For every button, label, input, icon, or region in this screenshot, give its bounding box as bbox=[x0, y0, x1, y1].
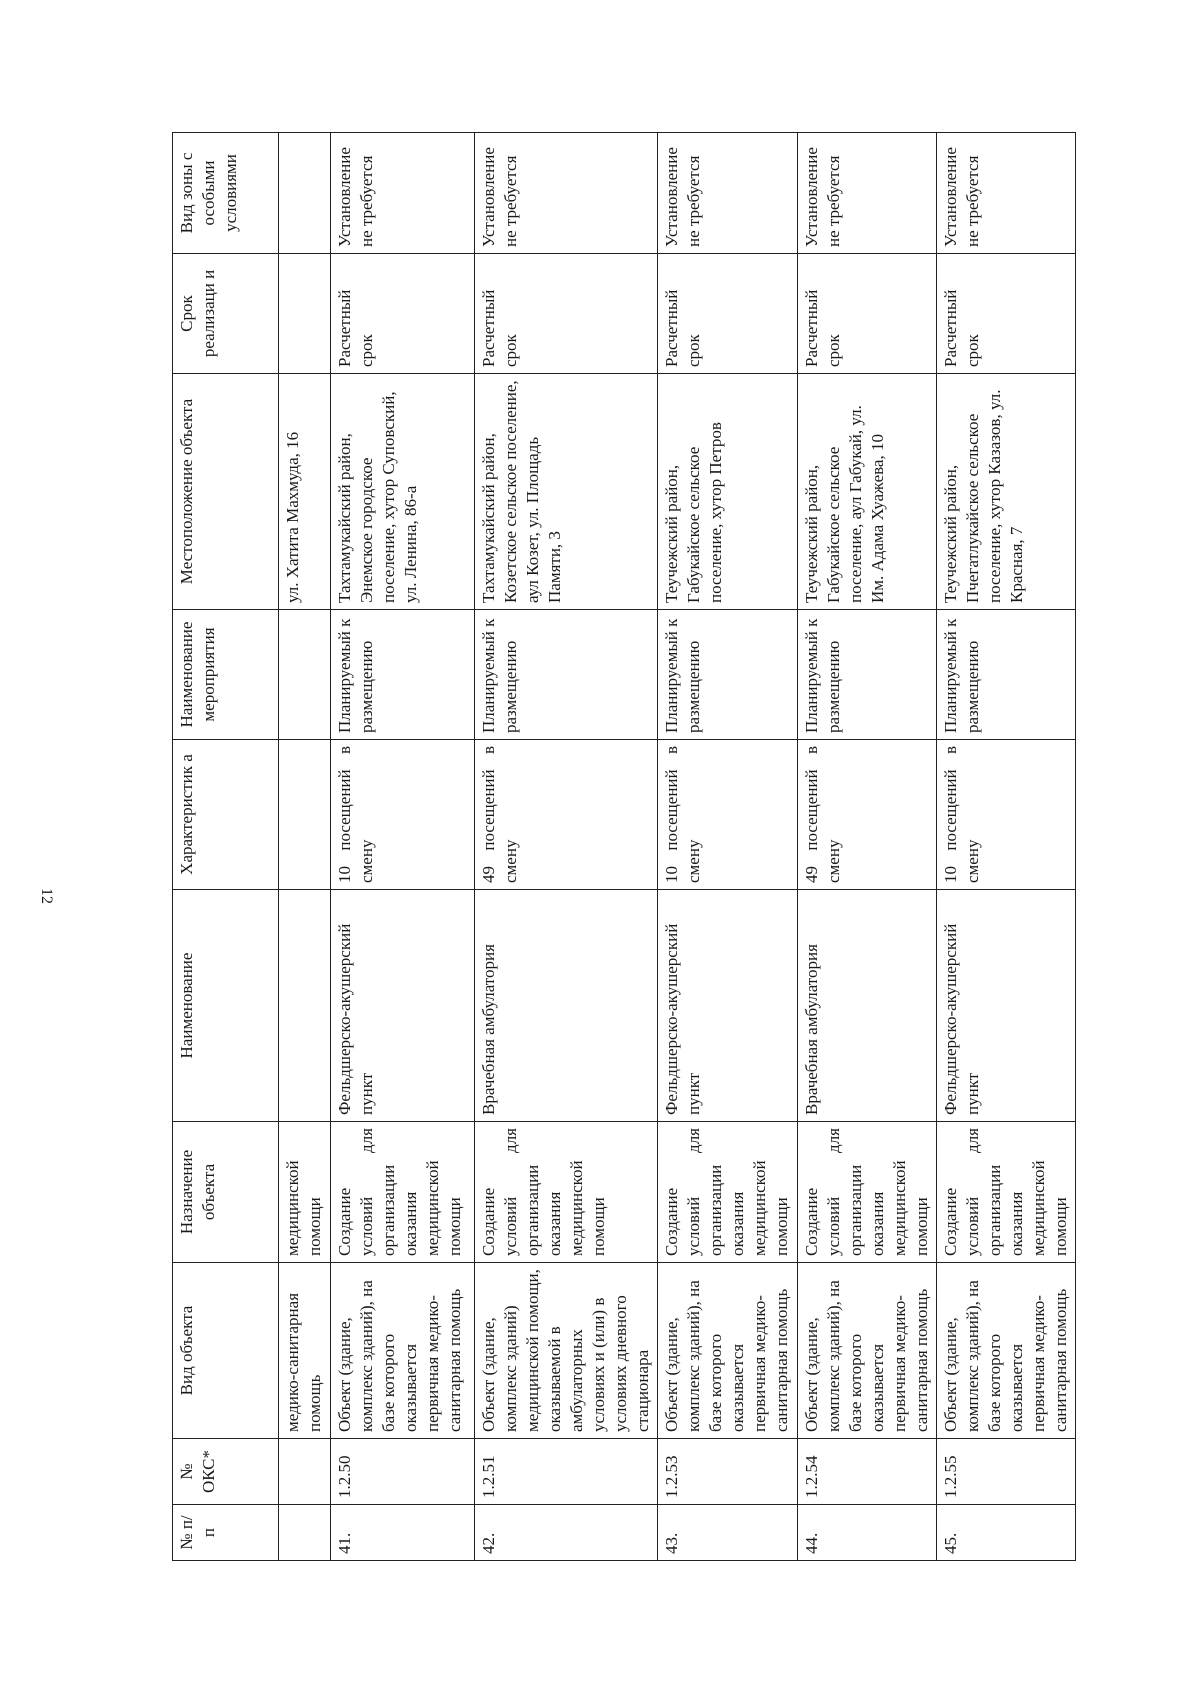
cell-oks: 1.2.51 bbox=[475, 1439, 658, 1505]
cell-num: 43. bbox=[658, 1505, 798, 1561]
cell-purpose: Создание условий для организации оказания медицинской помощи bbox=[937, 1122, 1076, 1263]
cell-characteristic: 10 посещений в смену bbox=[937, 740, 1076, 890]
cell-location: Тахтамукайский район, Козетское сельское поселение, аул Козет, ул. Площадь Памяти, 3 bbox=[475, 374, 658, 610]
header-characteristic: Характеристик а bbox=[173, 740, 279, 890]
rotated-table-wrapper bbox=[172, 133, 1070, 1561]
cell-oks: 1.2.53 bbox=[658, 1439, 798, 1505]
cell-location: Тахтамукайский район, Энемское городское поселение, хутор Суповский, ул. Ленина, 86-а bbox=[331, 374, 475, 610]
cell-term: Расчетный срок bbox=[937, 254, 1076, 374]
cell-purpose: Создание условий для организации оказания медицинской помощи bbox=[798, 1122, 937, 1263]
cell-num: 44. bbox=[798, 1505, 937, 1561]
cell-measure: Планируемый к размещению bbox=[937, 610, 1076, 740]
cell-name: Фельдшерско-акушерский пункт bbox=[658, 890, 798, 1122]
cell-zone: Установление не требуется bbox=[658, 133, 798, 254]
header-name: Наименование bbox=[173, 890, 279, 1122]
cell-location: Теучежский район, Габукайское сельское поселение, хутор Петров bbox=[658, 374, 798, 610]
page-number: 12 bbox=[38, 888, 55, 904]
cell-kind: Объект (здание, комплекс зданий), на базе которого оказывается первичная медико-санитарная помощь bbox=[937, 1263, 1076, 1439]
table-row bbox=[331, 133, 475, 1561]
cell-kind: медико-санитарная помощь bbox=[279, 1263, 331, 1439]
cell-location: Теучежский район, Габукайское сельское поселение, аул Габукай, ул. Им. Адама Хуажева, 10 bbox=[798, 374, 937, 610]
cell-measure: Планируемый к размещению bbox=[798, 610, 937, 740]
cell-num: 42. bbox=[475, 1505, 658, 1561]
cell-name: Врачебная амбулатория bbox=[475, 890, 658, 1122]
cell-oks: 1.2.50 bbox=[331, 1439, 475, 1505]
cell-term: Расчетный срок bbox=[331, 254, 475, 374]
table-header-row bbox=[173, 133, 279, 1561]
cell-kind: Объект (здание, комплекс зданий), на базе которого оказывается первичная медико-санитарная помощь bbox=[331, 1263, 475, 1439]
cell-oks: 1.2.54 bbox=[798, 1439, 937, 1505]
cell-location: Теучежский район, Пчегатлукайское сельское поселение, хутор Казазов, ул. Красная, 7 bbox=[937, 374, 1076, 610]
cell-characteristic: 10 посещений в смену bbox=[331, 740, 475, 890]
cell-oks: 1.2.55 bbox=[937, 1439, 1076, 1505]
cell-term: Расчетный срок bbox=[798, 254, 937, 374]
cell-measure: Планируемый к размещению bbox=[331, 610, 475, 740]
header-term: Срок реализаци и bbox=[173, 254, 279, 374]
cell-name: Фельдшерско-акушерский пункт bbox=[937, 890, 1076, 1122]
cell-zone: Установление не требуется bbox=[475, 133, 658, 254]
cell-term: Расчетный срок bbox=[475, 254, 658, 374]
cell-measure bbox=[279, 610, 331, 740]
cell-purpose: Создание условий для организации оказания медицинской помощи bbox=[331, 1122, 475, 1263]
cell-measure: Планируемый к размещению bbox=[475, 610, 658, 740]
header-purpose: Назначение объекта bbox=[173, 1122, 279, 1263]
cell-oks bbox=[279, 1439, 331, 1505]
table-row bbox=[937, 133, 1076, 1561]
cell-zone: Установление не требуется bbox=[331, 133, 475, 254]
cell-num bbox=[279, 1505, 331, 1561]
table-row bbox=[798, 133, 937, 1561]
cell-name: Врачебная амбулатория bbox=[798, 890, 937, 1122]
cell-num: 45. bbox=[937, 1505, 1076, 1561]
cell-kind: Объект (здание, комплекс зданий), на базе которого оказывается первичная медико-санитарная помощь bbox=[798, 1263, 937, 1439]
header-oks: № ОКС* bbox=[173, 1439, 279, 1505]
cell-characteristic bbox=[279, 740, 331, 890]
cell-kind: Объект (здание, комплекс зданий), на базе которого оказывается первичная медико-санитарная помощь bbox=[658, 1263, 798, 1439]
cell-purpose: Создание условий для организации оказания медицинской помощи bbox=[658, 1122, 798, 1263]
cell-term: Расчетный срок bbox=[658, 254, 798, 374]
cell-num: 41. bbox=[331, 1505, 475, 1561]
header-kind: Вид объекта bbox=[173, 1263, 279, 1439]
header-num: № п/п bbox=[173, 1505, 279, 1561]
cell-characteristic: 49 посещений в смену bbox=[475, 740, 658, 890]
cell-term bbox=[279, 254, 331, 374]
header-location: Местоположение объекта bbox=[173, 374, 279, 610]
cell-name bbox=[279, 890, 331, 1122]
cell-characteristic: 49 посещений в смену bbox=[798, 740, 937, 890]
table-row bbox=[475, 133, 658, 1561]
objects-table bbox=[172, 132, 1076, 1561]
table-row bbox=[279, 133, 331, 1561]
cell-name: Фельдшерско-акушерский пункт bbox=[331, 890, 475, 1122]
cell-purpose: Создание условий для организации оказания медицинской помощи bbox=[475, 1122, 658, 1263]
cell-zone bbox=[279, 133, 331, 254]
cell-purpose: медицинской помощи bbox=[279, 1122, 331, 1263]
cell-zone: Установление не требуется bbox=[937, 133, 1076, 254]
table-row bbox=[658, 133, 798, 1561]
cell-zone: Установление не требуется bbox=[798, 133, 937, 254]
cell-kind: Объект (здание, комплекс зданий) медицинской помощи, оказываемой в амбулаторных условиях и (или) в условиях дневного стационара bbox=[475, 1263, 658, 1439]
header-measure: Наименование мероприятия bbox=[173, 610, 279, 740]
header-zone: Вид зоны с особыми условиями bbox=[173, 133, 279, 254]
cell-location: ул. Хатита Махмуда, 16 bbox=[279, 374, 331, 610]
cell-characteristic: 10 посещений в смену bbox=[658, 740, 798, 890]
cell-measure: Планируемый к размещению bbox=[658, 610, 798, 740]
